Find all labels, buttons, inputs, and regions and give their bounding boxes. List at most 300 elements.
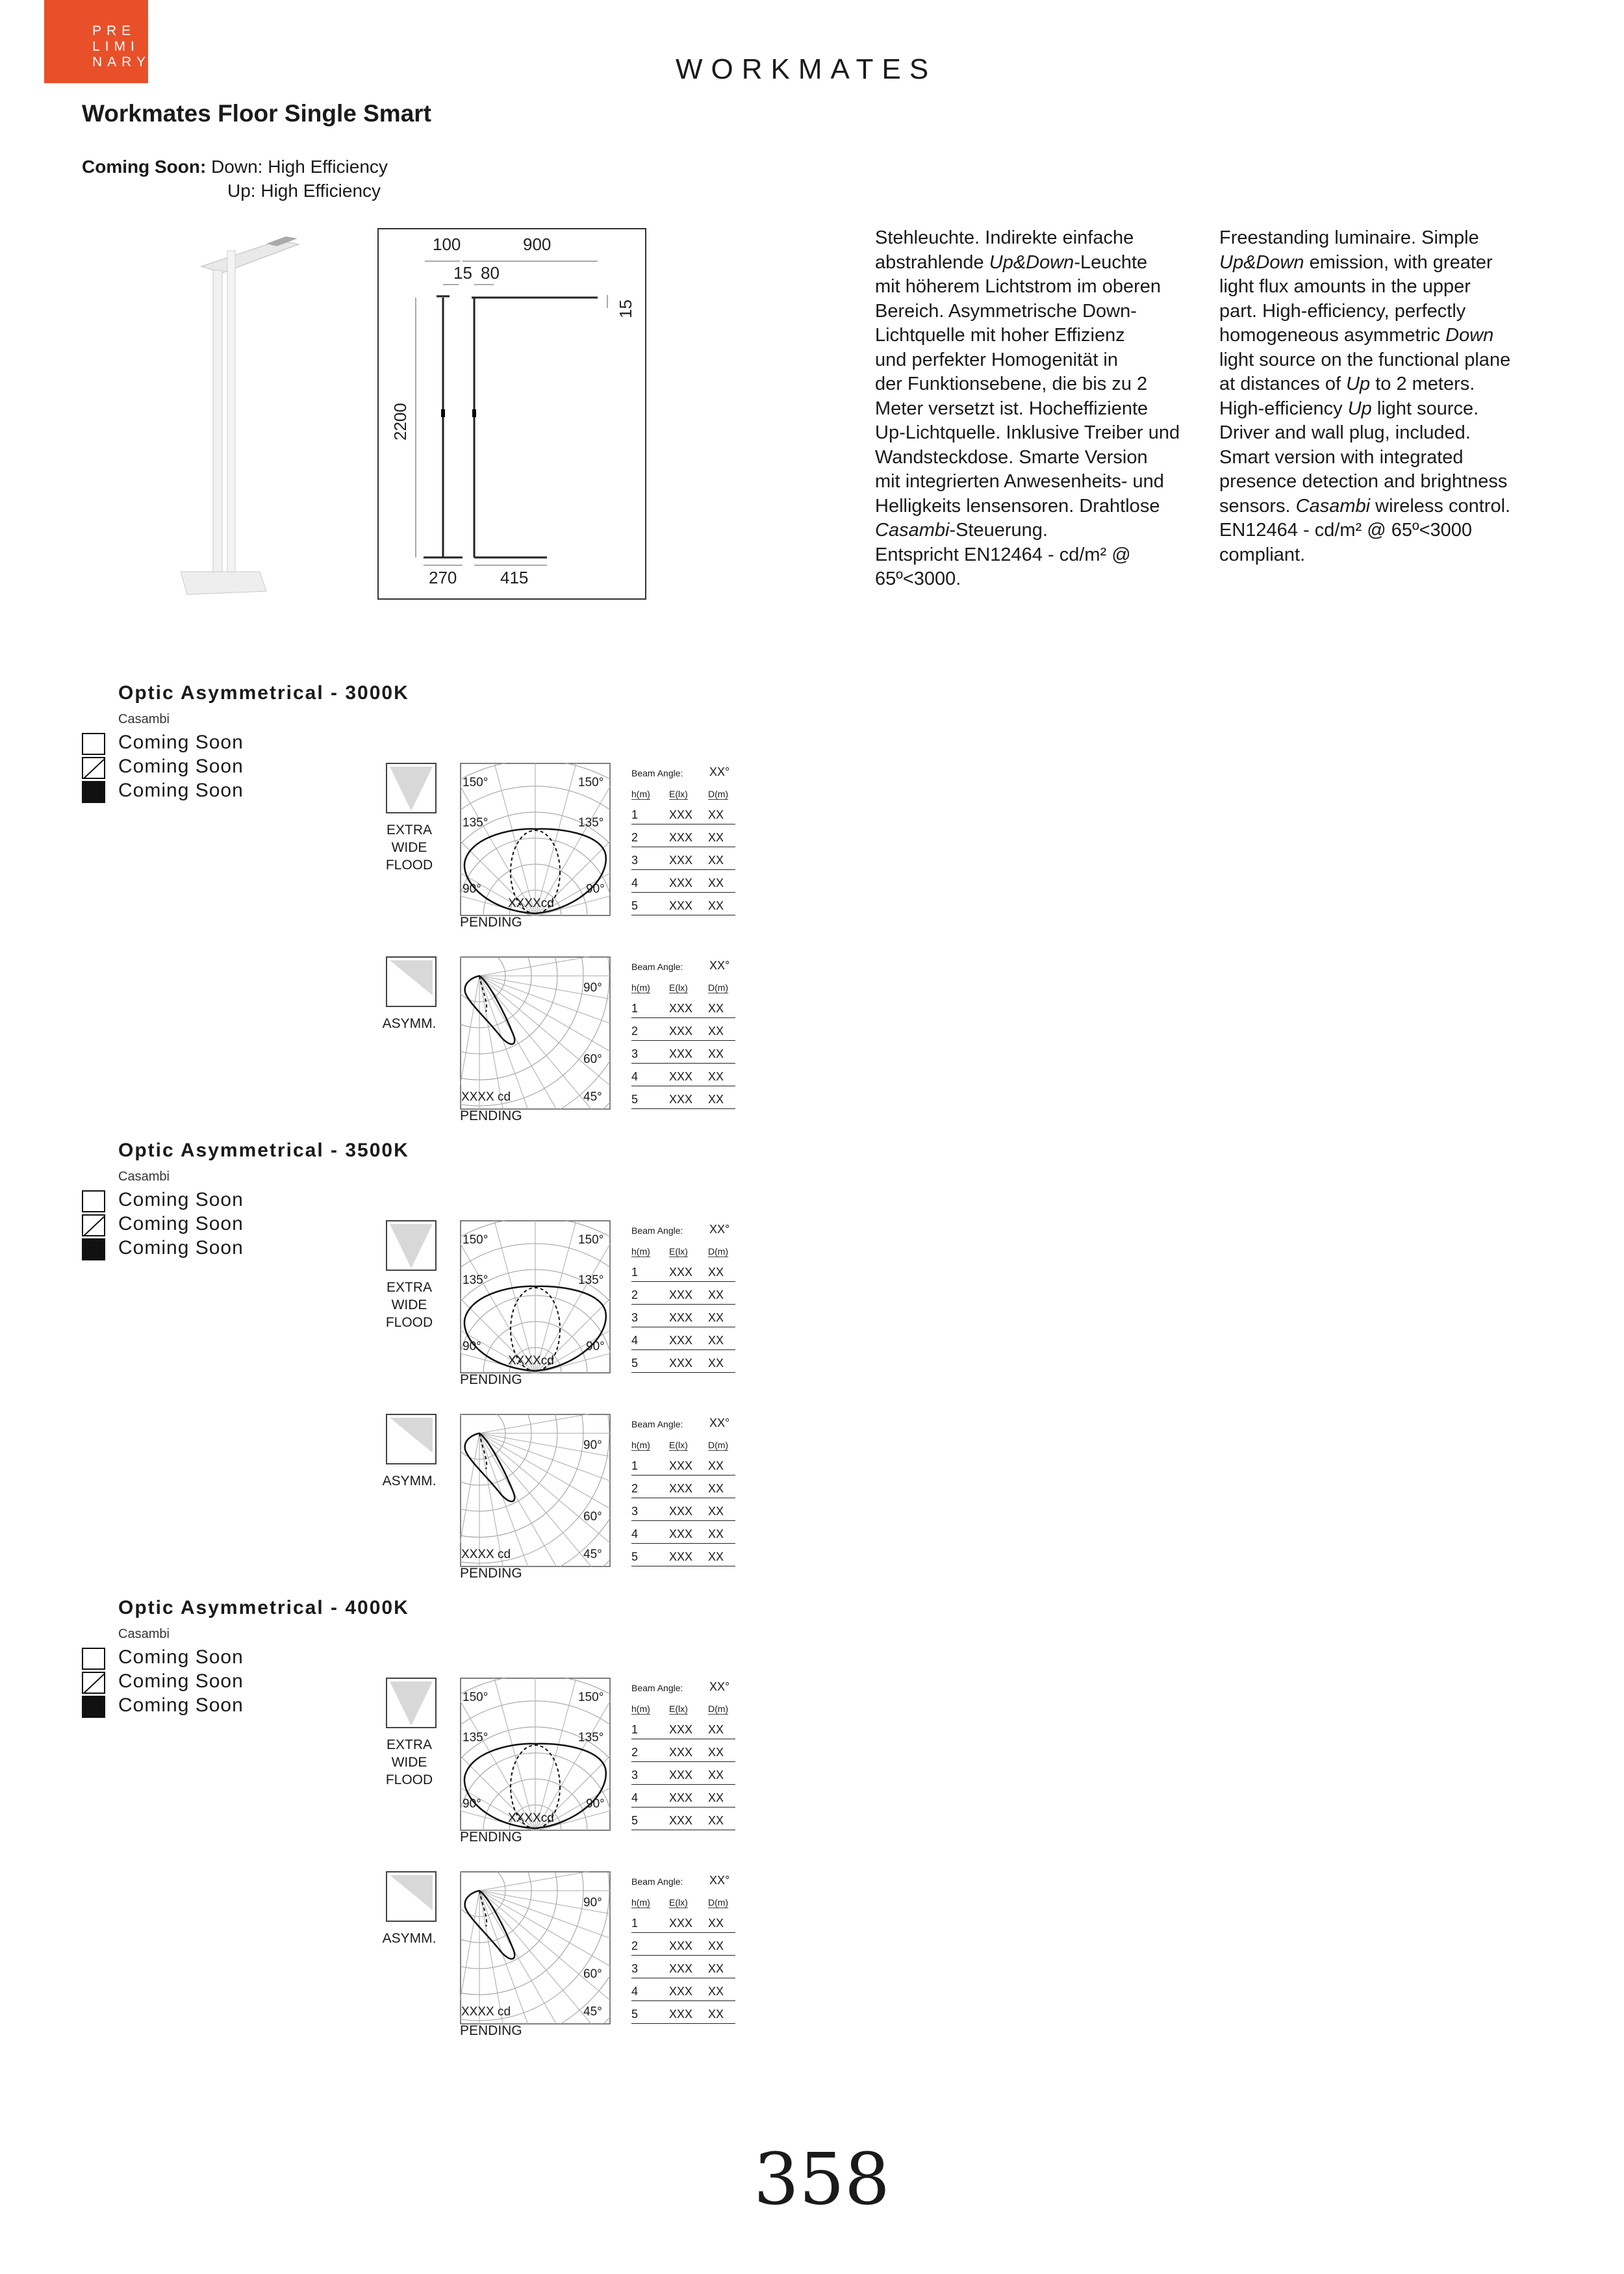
coming-soon-item bbox=[118, 1645, 244, 1669]
beam-table-cell: XX bbox=[708, 876, 724, 889]
grey-finish-swatch bbox=[82, 757, 105, 779]
beam-table-cell: 2 bbox=[631, 1482, 639, 1495]
beam-table-cell: 1 bbox=[631, 1917, 639, 1930]
optic-flood-label-line: EXTRA bbox=[386, 1280, 432, 1295]
section-title: Optic Asymmetrical - 3000K bbox=[118, 682, 409, 704]
beam-angle-label: Beam Angle: bbox=[631, 962, 683, 972]
angle-90-right: 90° bbox=[586, 1340, 605, 1353]
beam-table-cell: XX bbox=[708, 1482, 724, 1495]
angle-150-left: 150° bbox=[463, 1233, 488, 1247]
beam-table-cell: XXX bbox=[669, 1288, 693, 1301]
description-line: der Funktionsebene, die bis zu 2 bbox=[875, 374, 1148, 394]
candela-label: XXXX cd bbox=[461, 2005, 511, 2019]
dim-2200: 2200 bbox=[390, 403, 410, 441]
lamp-product-image bbox=[175, 227, 331, 604]
angle-90-left: 90° bbox=[463, 1797, 481, 1811]
beam-table-header: E(lx) bbox=[669, 1897, 688, 1908]
beam-table-cell: XXX bbox=[669, 899, 693, 912]
section-subtitle: Casambi bbox=[118, 1627, 170, 1641]
beam-table-header: h(m) bbox=[631, 1246, 650, 1257]
coming-soon-item bbox=[118, 1236, 244, 1260]
description-line: presence detection and brightness bbox=[1219, 471, 1508, 492]
beam-angle-value: XX° bbox=[709, 1874, 730, 1887]
beam-table-cell: XXX bbox=[669, 808, 693, 821]
beam-table-header: E(lx) bbox=[669, 982, 688, 993]
coming-soon-item bbox=[118, 754, 244, 778]
coming-soon-item bbox=[118, 1188, 244, 1212]
beam-table-cell: XXX bbox=[669, 1505, 693, 1518]
candela-label: XXXXcd bbox=[508, 897, 554, 910]
beam-table-cell: XX bbox=[708, 1746, 724, 1759]
coming-soon-item bbox=[118, 1212, 244, 1236]
pending-label: PENDING bbox=[460, 1566, 522, 1581]
optic-asym-label: ASYMM. bbox=[382, 1016, 437, 1031]
beam-table-cell: 4 bbox=[631, 1527, 639, 1540]
description-line: Entspricht EN12464 - cd/m² @ bbox=[875, 544, 1131, 565]
beam-table-cell: 4 bbox=[631, 1985, 639, 1998]
description-line: Casambi-Steuerung. bbox=[875, 520, 1048, 541]
description-line: homogeneous asymmetric Down bbox=[1219, 325, 1494, 346]
beam-table-cell: XXX bbox=[669, 1962, 693, 1975]
angle-90-right: 90° bbox=[586, 882, 605, 896]
description-line: Meter versetzt ist. Hocheffiziente bbox=[875, 398, 1148, 419]
beam-angle-value: XX° bbox=[709, 1223, 730, 1236]
coming-soon-item bbox=[118, 730, 244, 754]
badge-line: LIMI bbox=[92, 39, 140, 54]
beam-table-cell: 5 bbox=[631, 899, 639, 912]
coming-soon-item bbox=[118, 1693, 244, 1717]
beam-table-row bbox=[631, 1785, 735, 1808]
section-subtitle: Casambi bbox=[118, 712, 170, 726]
beam-table-cell: XXX bbox=[669, 876, 693, 889]
angle-90-left: 90° bbox=[463, 1340, 481, 1353]
beam-table-cell: XX bbox=[708, 1266, 724, 1279]
beam-table-cell: 4 bbox=[631, 1791, 639, 1804]
section-title: Optic Asymmetrical - 4000K bbox=[118, 1597, 409, 1618]
beam-table-header: D(m) bbox=[708, 1897, 729, 1908]
beam-angle-label: Beam Angle: bbox=[631, 1876, 683, 1887]
beam-table-cell: XXX bbox=[669, 1311, 693, 1324]
up-efficiency: Up: High Efficiency bbox=[227, 181, 381, 201]
angle-150-right: 150° bbox=[578, 1233, 604, 1247]
beam-table-cell: XXX bbox=[669, 1550, 693, 1563]
beam-table-cell: XX bbox=[708, 1939, 724, 1952]
beam-table-cell: XXX bbox=[669, 1459, 693, 1472]
angle-90: 90° bbox=[583, 1438, 602, 1452]
beam-table-header: D(m) bbox=[708, 1246, 729, 1257]
beam-table-cell: XX bbox=[708, 1459, 724, 1472]
beam-table-row bbox=[631, 1521, 735, 1544]
beam-table-header: h(m) bbox=[631, 982, 650, 993]
beam-table-cell: 5 bbox=[631, 1357, 639, 1370]
coming-soon-label: Coming Soon bbox=[118, 1237, 244, 1258]
beam-table-cell: 5 bbox=[631, 1814, 639, 1827]
beam-table bbox=[631, 1414, 742, 1570]
beam-table-cell: XX bbox=[708, 1334, 724, 1347]
beam-table-cell: 2 bbox=[631, 1746, 639, 1759]
beam-table-cell: 2 bbox=[631, 1025, 639, 1038]
beam-table-header: h(m) bbox=[631, 1704, 650, 1714]
beam-table-row bbox=[631, 1910, 735, 1933]
description-line: Smart version with integrated bbox=[1219, 446, 1464, 468]
beam-table-row bbox=[631, 1808, 735, 1830]
beam-table-cell: XX bbox=[708, 831, 724, 844]
coming-soon-label: Coming Soon bbox=[118, 732, 244, 753]
description-line: compliant. bbox=[1219, 544, 1306, 565]
extra-wide-flood-icon bbox=[386, 1220, 437, 1271]
beam-table-cell: 3 bbox=[631, 1311, 639, 1324]
coming-soon-label: Coming Soon bbox=[118, 1189, 244, 1210]
candela-label: XXXX cd bbox=[461, 1548, 511, 1561]
beam-table-row bbox=[631, 1086, 735, 1109]
beam-table-cell: XXX bbox=[669, 1746, 693, 1759]
beam-table-cell: 4 bbox=[631, 1070, 639, 1083]
polar-diagram-asymmetric bbox=[460, 956, 611, 1110]
beam-table-cell: 3 bbox=[631, 1047, 639, 1060]
optic-flood-label-line: WIDE bbox=[391, 1755, 427, 1770]
white-finish-swatch bbox=[82, 733, 105, 755]
optic-flood-label-line: FLOOD bbox=[385, 1772, 433, 1787]
beam-table-cell: XXX bbox=[669, 1917, 693, 1930]
description-line: at distances of Up to 2 meters. bbox=[1219, 374, 1475, 394]
coming-soon-label: Coming Soon bbox=[118, 1670, 244, 1692]
angle-150-right: 150° bbox=[578, 1691, 604, 1704]
description-german bbox=[875, 226, 1213, 592]
description-line: light source on the functional plane bbox=[1219, 349, 1511, 370]
beam-table-cell: 2 bbox=[631, 1288, 639, 1301]
extra-wide-flood-icon bbox=[386, 763, 437, 813]
optic-flood-label-line: FLOOD bbox=[385, 858, 433, 873]
beam-table-cell: XXX bbox=[669, 1814, 693, 1827]
optic-asym-label: ASYMM. bbox=[382, 1931, 437, 1946]
beam-table-cell: XX bbox=[708, 1288, 724, 1301]
coming-soon-label: Coming Soon bbox=[118, 1646, 244, 1668]
description-line: mit höherem Lichtstrom im oberen bbox=[875, 276, 1161, 297]
beam-angle-value: XX° bbox=[709, 1680, 730, 1693]
dim-15-a: 15 bbox=[453, 263, 472, 283]
beam-angle-value: XX° bbox=[709, 959, 730, 972]
beam-table-row bbox=[631, 1282, 735, 1305]
beam-table-cell: 3 bbox=[631, 1505, 639, 1518]
angle-135-left: 135° bbox=[463, 1273, 488, 1287]
angle-90: 90° bbox=[583, 1896, 602, 1910]
angle-90: 90° bbox=[583, 981, 602, 995]
beam-table-row bbox=[631, 1305, 735, 1327]
description-line: mit integrierten Anwesenheits- und bbox=[875, 471, 1164, 492]
beam-table-row bbox=[631, 893, 735, 915]
beam-table-row bbox=[631, 1978, 735, 2001]
candela-label: XXXX cd bbox=[461, 1090, 511, 1104]
beam-table-cell: XX bbox=[708, 1814, 724, 1827]
badge-line: NARY bbox=[92, 55, 151, 70]
angle-90-left: 90° bbox=[463, 882, 481, 896]
angle-135-right: 135° bbox=[578, 816, 604, 830]
beam-table-cell: XXX bbox=[669, 1002, 693, 1015]
beam-table-cell: XX bbox=[708, 854, 724, 867]
beam-table-row bbox=[631, 1476, 735, 1498]
coming-soon-label: Coming Soon: bbox=[82, 157, 207, 177]
angle-135-left: 135° bbox=[463, 816, 488, 830]
description-line: Up-Lichtquelle. Inklusive Treiber und bbox=[875, 422, 1180, 443]
beam-table-row bbox=[631, 1064, 735, 1086]
coming-soon-label: Coming Soon bbox=[118, 1694, 244, 1716]
angle-45: 45° bbox=[583, 1548, 602, 1561]
beam-table-row bbox=[631, 1498, 735, 1521]
description-line: part. High-efficiency, perfectly bbox=[1219, 300, 1466, 322]
beam-table-cell: XXX bbox=[669, 1093, 693, 1106]
beam-table-cell: 3 bbox=[631, 1962, 639, 1975]
dim-80: 80 bbox=[481, 263, 500, 283]
beam-table-row bbox=[631, 1717, 735, 1739]
optic-flood-label-line: EXTRA bbox=[386, 823, 432, 837]
coming-soon-block bbox=[82, 155, 388, 203]
beam-table bbox=[631, 763, 742, 919]
angle-60: 60° bbox=[583, 1967, 602, 1981]
coming-soon-item bbox=[118, 1669, 244, 1693]
beam-table-cell: XXX bbox=[669, 1070, 693, 1083]
beam-table-header: h(m) bbox=[631, 1440, 650, 1450]
description-line: Helligkeits lensensoren. Drahtlose bbox=[875, 495, 1160, 517]
beam-table-row bbox=[631, 802, 735, 824]
beam-table-cell: 2 bbox=[631, 1939, 639, 1952]
beam-table-header: E(lx) bbox=[669, 1704, 688, 1714]
beam-table-row bbox=[631, 995, 735, 1018]
beam-table-header: D(m) bbox=[708, 1704, 729, 1714]
beam-table-cell: XXX bbox=[669, 1985, 693, 1998]
beam-angle-value: XX° bbox=[709, 1416, 730, 1429]
beam-table-cell: XXX bbox=[669, 831, 693, 844]
angle-150-right: 150° bbox=[578, 776, 604, 789]
beam-table-header: D(m) bbox=[708, 982, 729, 993]
description-line: High-efficiency Up light source. bbox=[1219, 398, 1479, 419]
product-title: Workmates Floor Single Smart bbox=[82, 100, 431, 127]
beam-angle-value: XX° bbox=[709, 765, 730, 778]
beam-table-row bbox=[631, 1544, 735, 1566]
beam-table bbox=[631, 1871, 742, 2027]
beam-table-cell: 5 bbox=[631, 2008, 639, 2021]
down-efficiency: Down: High Efficiency bbox=[211, 157, 388, 177]
beam-table-cell: 4 bbox=[631, 876, 639, 889]
beam-table-row bbox=[631, 1933, 735, 1956]
asymmetric-optic-icon bbox=[386, 1414, 437, 1464]
pending-label: PENDING bbox=[460, 1108, 522, 1123]
pending-label: PENDING bbox=[460, 1372, 522, 1387]
preliminary-badge bbox=[44, 0, 151, 83]
beam-table-header: E(lx) bbox=[669, 1440, 688, 1450]
beam-table-cell: 3 bbox=[631, 1769, 639, 1782]
beam-table-cell: 1 bbox=[631, 1266, 639, 1279]
section-subtitle: Casambi bbox=[118, 1169, 170, 1184]
description-line: Freestanding luminaire. Simple bbox=[1219, 227, 1479, 248]
description-line: light flux amounts in the upper bbox=[1219, 276, 1471, 297]
dim-415: 415 bbox=[500, 568, 529, 587]
angle-150-left: 150° bbox=[463, 776, 488, 789]
angle-90-right: 90° bbox=[586, 1797, 605, 1811]
angle-60: 60° bbox=[583, 1053, 602, 1066]
section-title: Optic Asymmetrical - 3500K bbox=[118, 1140, 409, 1161]
coming-soon-item bbox=[118, 778, 244, 802]
beam-table bbox=[631, 1220, 742, 1376]
description-line: Bereich. Asymmetrische Down- bbox=[875, 300, 1137, 322]
beam-table-cell: 1 bbox=[631, 1459, 639, 1472]
beam-angle-label: Beam Angle: bbox=[631, 768, 683, 778]
white-finish-swatch bbox=[82, 1190, 105, 1212]
grey-finish-swatch bbox=[82, 1672, 105, 1694]
description-line: Lichtquelle mit hoher Effizienz bbox=[875, 325, 1125, 346]
beam-table-row bbox=[631, 1762, 735, 1785]
beam-table-header: E(lx) bbox=[669, 1246, 688, 1257]
beam-table-cell: 4 bbox=[631, 1334, 639, 1347]
optic-flood-label-line: EXTRA bbox=[386, 1737, 432, 1752]
beam-table-header: D(m) bbox=[708, 1440, 729, 1450]
beam-table-header: h(m) bbox=[631, 789, 650, 799]
coming-soon-label: Coming Soon bbox=[118, 780, 244, 801]
polar-diagram-asymmetric bbox=[460, 1414, 611, 1567]
beam-table-cell: XX bbox=[708, 1985, 724, 1998]
dimension-drawing bbox=[377, 227, 650, 604]
beam-table-cell: XXX bbox=[669, 1266, 693, 1279]
beam-table-cell: 5 bbox=[631, 1093, 639, 1106]
beam-table-cell: 1 bbox=[631, 808, 639, 821]
beam-table-row bbox=[631, 1956, 735, 1978]
description-line: Stehleuchte. Indirekte einfache bbox=[875, 227, 1134, 248]
beam-table-row bbox=[631, 870, 735, 893]
beam-table-row bbox=[631, 1739, 735, 1762]
optic-flood-label-line: WIDE bbox=[391, 840, 427, 855]
beam-table-cell: XX bbox=[708, 899, 724, 912]
beam-table-cell: XXX bbox=[669, 1047, 693, 1060]
optic-flood-label-line: FLOOD bbox=[385, 1315, 433, 1330]
beam-table-cell: XX bbox=[708, 1723, 724, 1736]
candela-label: XXXXcd bbox=[508, 1811, 554, 1825]
angle-135-right: 135° bbox=[578, 1273, 604, 1287]
beam-table-cell: XX bbox=[708, 2008, 724, 2021]
beam-table-row bbox=[631, 824, 735, 847]
beam-table-cell: 5 bbox=[631, 1550, 639, 1563]
description-line: und perfekter Homogenität in bbox=[875, 349, 1118, 370]
black-finish-swatch bbox=[82, 781, 105, 803]
grey-finish-swatch bbox=[82, 1214, 105, 1236]
beam-table-row bbox=[631, 1327, 735, 1350]
beam-table-cell: XX bbox=[708, 1769, 724, 1782]
beam-table-cell: 1 bbox=[631, 1723, 639, 1736]
angle-45: 45° bbox=[583, 1090, 602, 1104]
beam-table-cell: XX bbox=[708, 1357, 724, 1370]
beam-table-cell: XX bbox=[708, 1505, 724, 1518]
dim-270: 270 bbox=[429, 568, 457, 587]
beam-table-cell: XX bbox=[708, 1025, 724, 1038]
angle-60: 60° bbox=[583, 1510, 602, 1524]
pending-label: PENDING bbox=[460, 915, 522, 930]
beam-table-cell: XX bbox=[708, 1550, 724, 1563]
optic-flood-label bbox=[377, 1736, 442, 1789]
beam-table-cell: XX bbox=[708, 1002, 724, 1015]
black-finish-swatch bbox=[82, 1696, 105, 1718]
beam-angle-label: Beam Angle: bbox=[631, 1683, 683, 1693]
black-finish-swatch bbox=[82, 1238, 105, 1260]
description-line: abstrahlende Up&Down-Leuchte bbox=[875, 251, 1148, 273]
description-line: 65º<3000. bbox=[875, 568, 961, 589]
extra-wide-flood-icon bbox=[386, 1678, 437, 1728]
beam-table-cell: 2 bbox=[631, 831, 639, 844]
beam-table-cell: XXX bbox=[669, 1025, 693, 1038]
description-english bbox=[1219, 226, 1557, 567]
beam-table-cell: XXX bbox=[669, 2008, 693, 2021]
pending-label: PENDING bbox=[460, 2023, 522, 2038]
beam-table-cell: 1 bbox=[631, 1002, 639, 1015]
beam-table-cell: XXX bbox=[669, 1769, 693, 1782]
beam-table-row bbox=[631, 1041, 735, 1064]
angle-135-left: 135° bbox=[463, 1731, 488, 1744]
beam-table-cell: XXX bbox=[669, 1482, 693, 1495]
beam-table-cell: XXX bbox=[669, 1357, 693, 1370]
polar-diagram-asymmetric bbox=[460, 1871, 611, 2025]
beam-table-cell: 3 bbox=[631, 854, 639, 867]
beam-table-cell: XX bbox=[708, 808, 724, 821]
optic-flood-label-line: WIDE bbox=[391, 1297, 427, 1312]
beam-table-row bbox=[631, 847, 735, 870]
beam-table-cell: XXX bbox=[669, 1939, 693, 1952]
beam-table-cell: XX bbox=[708, 1962, 724, 1975]
description-line: Driver and wall plug, included. bbox=[1219, 422, 1471, 443]
beam-table-header: E(lx) bbox=[669, 789, 688, 799]
beam-table-row bbox=[631, 1259, 735, 1282]
header-title: WORKMATES bbox=[676, 53, 937, 85]
page-number: 358 bbox=[754, 2138, 890, 2221]
beam-table-row bbox=[631, 2001, 735, 2024]
beam-table-row bbox=[631, 1453, 735, 1476]
beam-table-cell: XX bbox=[708, 1791, 724, 1804]
optic-asym-label: ASYMM. bbox=[382, 1474, 437, 1488]
beam-table-cell: XX bbox=[708, 1527, 724, 1540]
description-line: Wandsteckdose. Smarte Version bbox=[875, 446, 1148, 468]
optic-flood-label bbox=[377, 1279, 442, 1331]
beam-table-cell: XXX bbox=[669, 1791, 693, 1804]
beam-table-cell: XXX bbox=[669, 854, 693, 867]
angle-135-right: 135° bbox=[578, 1731, 604, 1744]
badge-line: PRE bbox=[92, 23, 136, 38]
asymmetric-optic-icon bbox=[386, 956, 437, 1007]
beam-table-cell: XXX bbox=[669, 1723, 693, 1736]
dim-900: 900 bbox=[523, 235, 552, 254]
pending-label: PENDING bbox=[460, 1830, 522, 1845]
coming-soon-label: Coming Soon bbox=[118, 756, 244, 777]
description-line: Up&Down emission, with greater bbox=[1219, 251, 1493, 273]
beam-table-row bbox=[631, 1018, 735, 1041]
beam-table bbox=[631, 1678, 742, 1833]
dim-100: 100 bbox=[433, 235, 461, 254]
coming-soon-label: Coming Soon bbox=[118, 1213, 244, 1234]
beam-angle-label: Beam Angle: bbox=[631, 1419, 683, 1429]
optic-flood-label bbox=[377, 821, 442, 874]
beam-table-cell: XX bbox=[708, 1311, 724, 1324]
beam-table-cell: XX bbox=[708, 1093, 724, 1106]
beam-table-cell: XX bbox=[708, 1917, 724, 1930]
description-line: sensors. Casambi wireless control. bbox=[1219, 495, 1511, 517]
beam-table-header: h(m) bbox=[631, 1897, 650, 1908]
angle-45: 45° bbox=[583, 2005, 602, 2019]
angle-150-left: 150° bbox=[463, 1691, 488, 1704]
beam-table-row bbox=[631, 1350, 735, 1373]
beam-table-cell: XXX bbox=[669, 1527, 693, 1540]
white-finish-swatch bbox=[82, 1648, 105, 1670]
description-line: EN12464 - cd/m² @ 65º<3000 bbox=[1219, 520, 1473, 541]
beam-table bbox=[631, 956, 742, 1112]
beam-table-header: D(m) bbox=[708, 789, 729, 799]
candela-label: XXXXcd bbox=[508, 1354, 554, 1368]
beam-table-cell: XXX bbox=[669, 1334, 693, 1347]
beam-angle-label: Beam Angle: bbox=[631, 1225, 683, 1236]
